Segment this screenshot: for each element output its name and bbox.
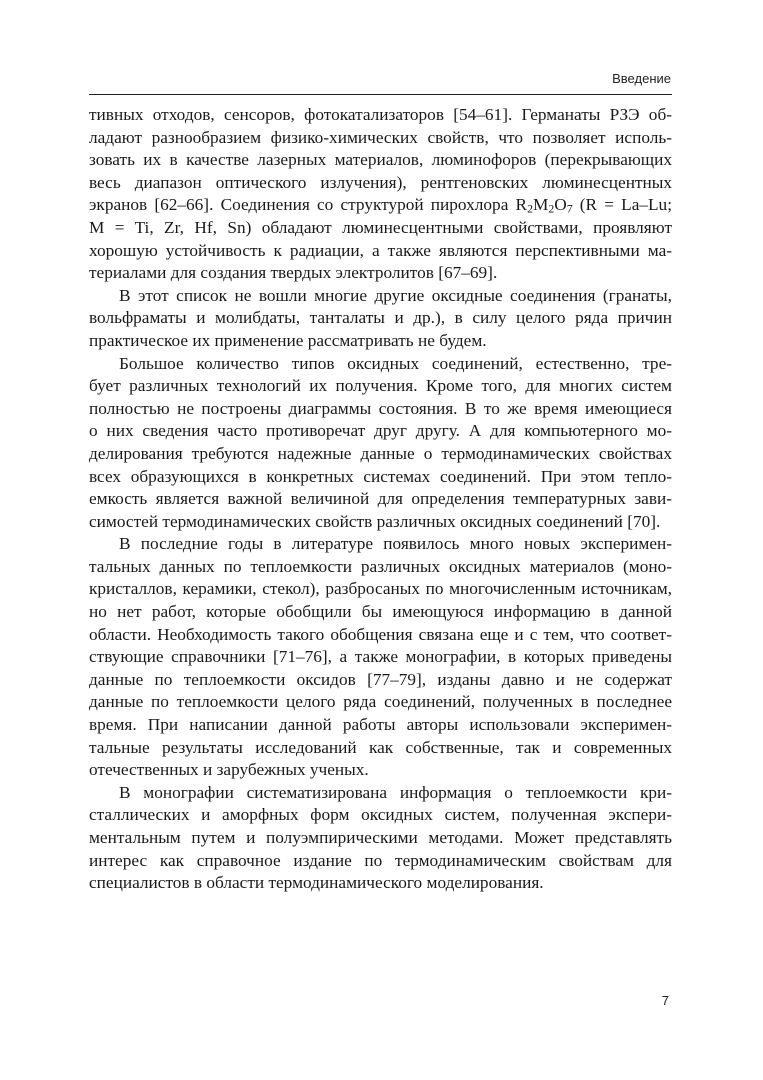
paragraph-3 [89, 353, 672, 534]
paragraph-2 [89, 285, 672, 353]
text-line: области. Необходимость такого обобщения связана еще и с тем, что соответ- [89, 624, 672, 644]
text-line: зовать их в качестве лазерных материалов, люминофоров (перекрывающих [89, 150, 672, 170]
section-title: Введение [612, 71, 671, 86]
text-line: емкость является важной величиной для определения температурных зави- [89, 489, 672, 509]
text-line: отечественных и зарубежных ученых. [89, 760, 369, 780]
text-line-formula [89, 194, 672, 217]
text-line: В монографии систематизирована информация о теплоемкости кри- [119, 782, 672, 802]
text-line: вольфраматы и молибдаты, танталаты и др.), в силу целого ряда причин [89, 308, 672, 328]
formula-subscript: 2 [548, 202, 555, 216]
paragraph-5 [89, 782, 672, 895]
text-line: симостей термодинамических свойств различных оксидных соединений [70]. [89, 511, 661, 531]
text-line: Большое количество типов оксидных соединений, естественно, тре- [119, 353, 672, 373]
text-line: специалистов в области термодинамического моделирования. [89, 873, 544, 893]
header-divider [89, 94, 672, 95]
text-line: весь диапазон оптического излучения), рентгеновских люминесцентных [89, 172, 672, 192]
text-line: В последние годы в литературе появилось много новых эксперимен- [119, 534, 672, 554]
text-line: хорошую устойчивость к радиации, а также являются перспективными ма- [89, 240, 672, 260]
text-line: тальных данных по теплоемкости различных оксидных материалов (моно- [89, 556, 672, 576]
text-line: териалами для создания твердых электролитов [67–69]. [89, 263, 498, 283]
text-line: данные по теплоемкости целого ряда соединений, полученных в последнее [89, 692, 672, 712]
formula-subscript: 7 [566, 202, 573, 216]
page-number: 7 [661, 993, 669, 1008]
paragraph-4 [89, 533, 672, 782]
text-line: M = Ti, Zr, Hf, Sn) обладают люминесцентными свойствами, проявляют [89, 217, 672, 237]
text-line: тивных отходов, сенсоров, фотокатализаторов [54–61]. Германаты РЗЭ об- [89, 105, 672, 124]
text-line: интерес как справочное издание по термодинамическим свойствам для [89, 850, 672, 870]
formula-trail-text: (R = La–Lu; [572, 195, 672, 215]
text-line: ментальным путем и полуэмпирическими методами. Может представлять [89, 828, 672, 847]
text-line: делирования требуются надежные данные о термодинамических свойствах [89, 443, 672, 463]
text-line: полностью не построены диаграммы состояния. В то же время имеющиеся [89, 398, 672, 418]
text-line: сталлических и аморфных форм оксидных систем, полученная экспери- [89, 805, 672, 825]
formula-lead-text: экранов [62–66]. Соединения со структурой пирохлора R [89, 195, 528, 215]
text-line: ладают разнообразием физико-химических свойств, что позволяет исполь- [89, 127, 672, 147]
text-line: о них сведения часто противоречат друг другу. А для компьютерного мо- [89, 421, 672, 441]
formula-element-m: M [532, 195, 549, 215]
text-line: но нет работ, которые обобщили бы имеющуюся информацию в данной [89, 602, 672, 622]
body-text [89, 104, 672, 895]
text-line: всех образующихся в конкретных системах соединений. При этом тепло- [89, 466, 672, 486]
text-line: практическое их применение рассматривать не будем. [89, 330, 487, 350]
text-line: В этот список не вошли многие другие оксидные соединения (гранаты, [119, 285, 672, 305]
text-line: бует различных технологий их получения. Кроме того, для многих систем [89, 376, 672, 396]
formula-subscript: 2 [527, 202, 533, 216]
text-line: кристаллов, керамики, стекол), разбросаных по многочисленным источникам, [89, 579, 672, 599]
text-line: время. При написании данной работы авторы использовали эксперимен- [89, 715, 672, 735]
text-line: тальные результаты исследований как собственные, так и современных [89, 737, 672, 757]
text-line: ствующие справочники [71–76], а также монографии, в которых приведены [89, 647, 672, 667]
formula-element-o: O [554, 195, 567, 215]
text-line: данные по теплоемкости оксидов [77–79], изданы давно и не содержат [89, 669, 672, 689]
paragraph-1 [89, 104, 672, 285]
